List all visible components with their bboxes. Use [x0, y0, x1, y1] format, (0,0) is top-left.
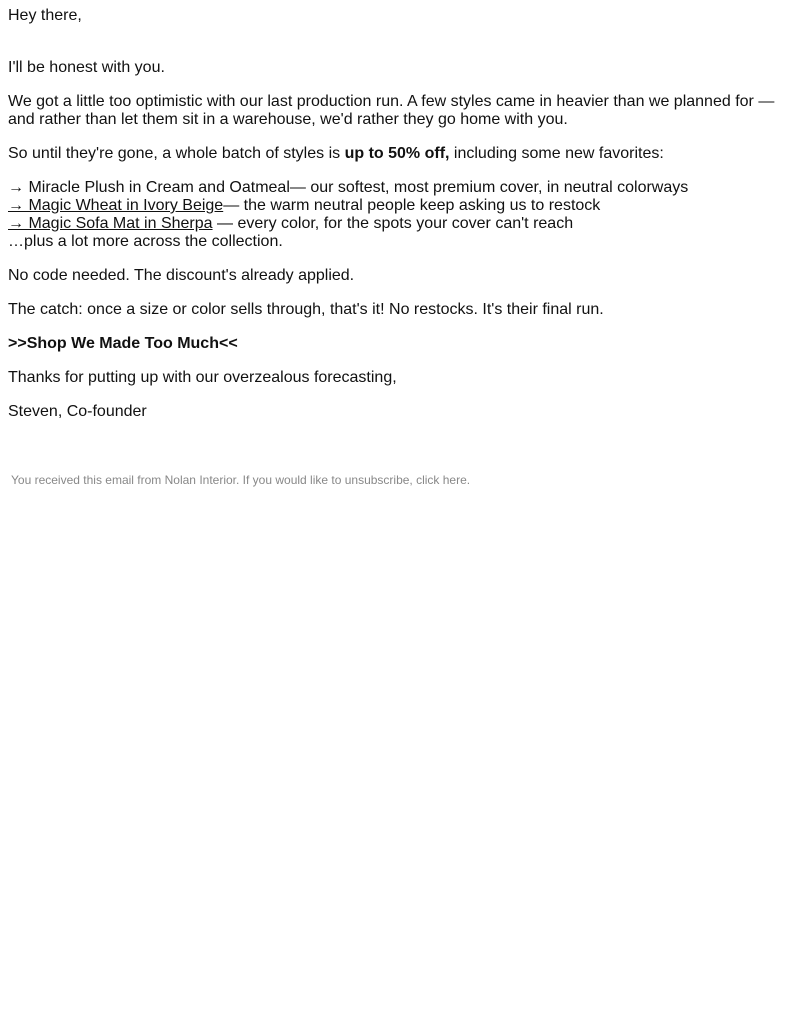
footer-text: You received this email from Nolan Interior. If you would like to unsubscribe,: [11, 473, 417, 487]
no-code-text: No code needed. The discount's already applied.: [8, 267, 355, 284]
offer-discount: up to 50% off,: [344, 145, 450, 162]
product-description: — every color, for the spots your cover can't reach: [212, 215, 574, 232]
shop-cta-link[interactable]: >>Shop We Made Too Much<<: [8, 335, 238, 352]
list-item-more: …plus a lot more across the collection.: [8, 233, 283, 250]
offer-text-before: So until they're gone, a whole batch of styles is: [8, 145, 345, 162]
intro-text: I'll be honest with you.: [8, 59, 165, 76]
catch-text: The catch: once a size or color sells through, that's it! No restocks. It's their final run.: [8, 301, 604, 318]
list-item: [8, 215, 776, 233]
greeting: Hey there,: [8, 7, 82, 24]
cta-paragraph: [8, 335, 776, 353]
product-list: [8, 179, 776, 251]
footer: [8, 473, 776, 487]
product-miracle-plush: → Miracle Plush in Cream and Oatmeal: [8, 179, 290, 196]
paragraph-production-run: We got a little too optimistic with our last production run. A few styles came in heavier than we planned for — and rather than let them sit in a warehouse, we'd rather they go home with you.: [8, 93, 775, 128]
list-item: [8, 197, 776, 215]
product-link-magic-sofa-mat[interactable]: → Magic Sofa Mat in Sherpa: [8, 215, 213, 232]
list-item: [8, 179, 776, 197]
product-description: — the warm neutral people keep asking us to restock: [223, 197, 601, 214]
product-link-magic-wheat[interactable]: → Magic Wheat in Ivory Beige: [8, 197, 224, 214]
signature: Steven, Co-founder: [8, 403, 147, 420]
offer-text-after: including some new favorites:: [449, 145, 664, 162]
thanks-text: Thanks for putting up with our overzealous forecasting,: [8, 369, 397, 386]
product-description: — our softest, most premium cover, in neutral colorways: [289, 179, 689, 196]
offer-text: [8, 145, 776, 163]
email-body: [0, 0, 784, 487]
unsubscribe-link[interactable]: click here.: [416, 473, 471, 487]
